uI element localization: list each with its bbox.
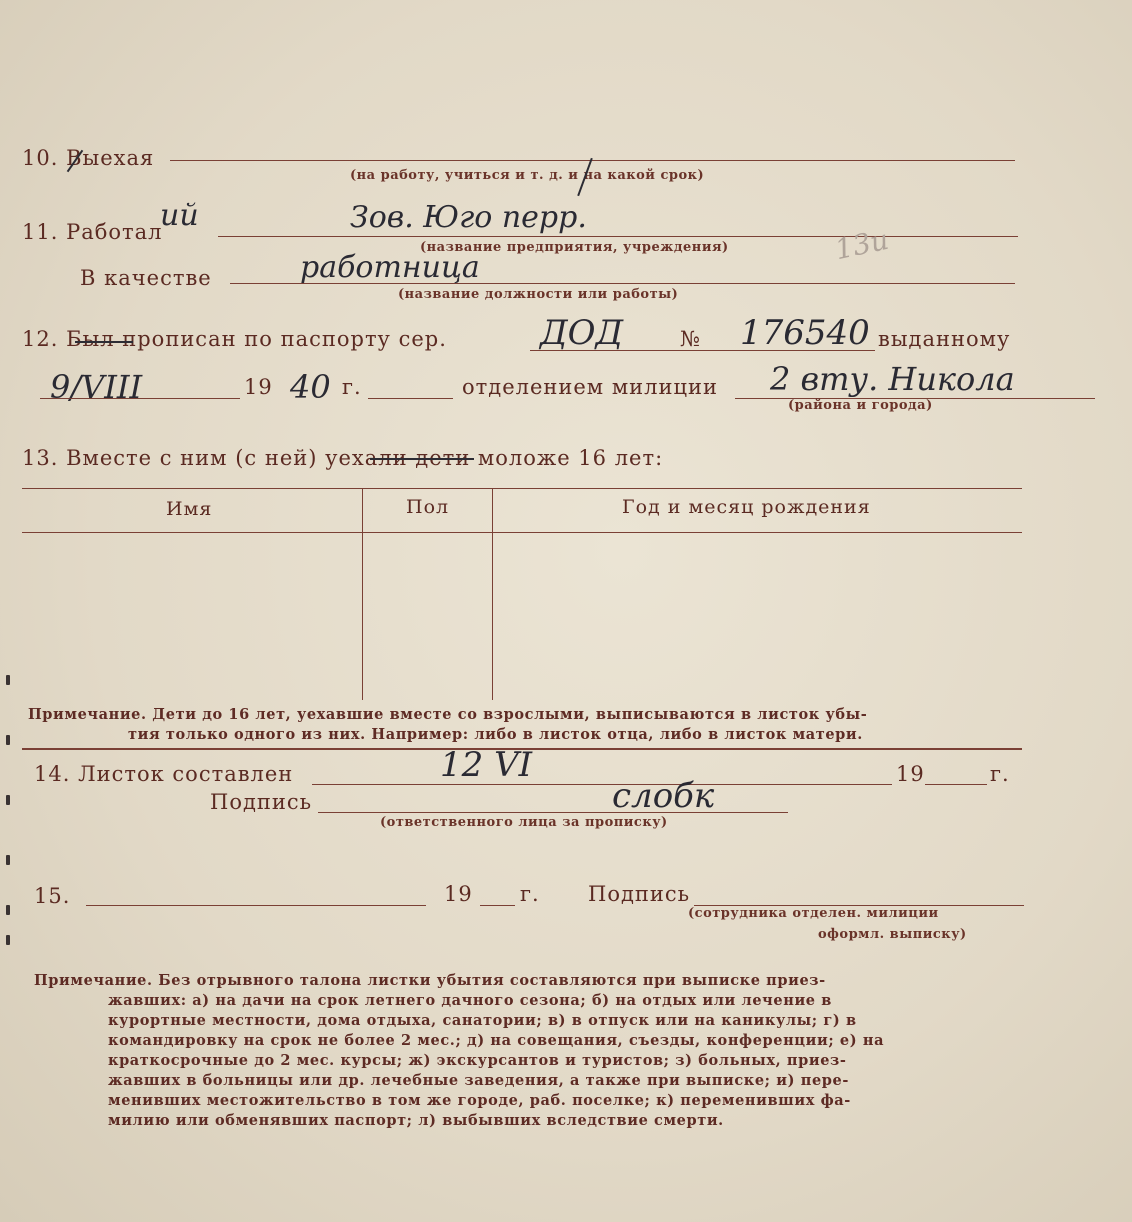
item14-sign-label: Подпись — [210, 790, 313, 814]
table-top-border — [22, 488, 1022, 489]
item14-year-suffix: г. — [990, 762, 1010, 786]
note1-line1: Примечание. Дети до 16 лет, уехавшие вместе со взрослыми, выписываются в листок убы- — [28, 706, 868, 723]
col-header-name: Имя — [166, 498, 213, 520]
hw-position: работница — [300, 250, 480, 285]
item14-label: 14. Листок составлен — [34, 762, 294, 786]
item14-sign-line — [318, 812, 788, 813]
perforation-mark — [6, 735, 10, 745]
col-header-birth: Год и месяц рождения — [622, 496, 871, 518]
item10-label: 10. Выехая — [22, 146, 155, 170]
hw-work-suffix: ий — [160, 198, 199, 233]
note1-line2: тия только одного из них. Например: либо в листок отца, либо в листок матери. — [128, 726, 863, 743]
item15-sign-label: Подпись — [588, 882, 691, 906]
perforation-mark — [6, 935, 10, 945]
faint-pencil-mark: 13и — [832, 222, 892, 267]
item15-year-prefix: 19 — [444, 882, 473, 906]
item15-caption-2: оформл. выписку) — [818, 927, 967, 942]
passport-number-label: № — [680, 327, 701, 351]
perforation-mark — [6, 855, 10, 865]
item15-year-line — [480, 905, 515, 906]
col-header-sex: Пол — [406, 496, 450, 518]
issued-label: выданному — [878, 327, 1011, 351]
item13-label: 13. Вместе с ним (с ней) уехали дети моложе 16 лет: — [22, 446, 664, 470]
hw-compiled-date: 12 VI — [440, 745, 533, 785]
note2-line: жавших в больницы или др. лечебные заведения, а также при выписке; и) пере- — [108, 1072, 849, 1089]
item14-caption: (ответственного лица за прописку) — [380, 815, 668, 830]
note2-line: менивших местожительство в том же городе, раб. поселке; к) переменивших фа- — [108, 1092, 851, 1109]
item12-label: 12. Был прописан по паспорту сер. — [22, 327, 447, 351]
position-fill-line — [230, 283, 1015, 284]
hw-militia-district: 2 вту. Никола — [770, 360, 1015, 398]
hw-issue-date: 9/VIII — [50, 368, 143, 406]
item10-fill-line — [170, 160, 1015, 161]
note2-line: жавших: а) на дачи на срок летнего дачного сезона; б) на отдых или лечение в — [108, 992, 832, 1009]
perforation-mark — [6, 795, 10, 805]
perforation-mark — [6, 675, 10, 685]
item11-caption: (название предприятия, учреждения) — [420, 240, 729, 255]
item14-fill-line — [312, 784, 892, 785]
date-fill-line — [40, 398, 240, 399]
militia-label: отделением милиции — [462, 375, 718, 399]
perforation-mark — [6, 905, 10, 915]
note2-line: курортные местности, дома отдыха, санатории; в) в отпуск или на каникулы; г) в — [108, 1012, 857, 1029]
item10-caption: (на работу, учиться и т. д. и на какой срок) — [350, 168, 705, 183]
hw-passport-series: ДОД — [540, 313, 624, 353]
note2-line: краткосрочные до 2 мес. курсы; ж) экскурсантов и туристов; з) больных, приез- — [108, 1052, 847, 1069]
table-divider — [492, 488, 493, 700]
strike-mark — [75, 341, 133, 343]
item15-year-suffix: г. — [520, 882, 540, 906]
item15-caption-1: (сотрудника отделен. милиции — [688, 906, 939, 921]
table-divider — [362, 488, 363, 700]
note2-line: Примечание. Без отрывного талона листки убытия составляются при выписке приез- — [34, 972, 826, 989]
item14-year-line — [925, 784, 987, 785]
item11-fill-line — [218, 236, 1018, 237]
year-suffix: г. — [342, 375, 362, 399]
item11-label: 11. Работал — [22, 220, 163, 244]
position-label: В качестве — [80, 266, 212, 290]
note2-line: командировку на срок не более 2 мес.; д) на совещания, съезды, конференции; е) на — [108, 1032, 885, 1049]
item14-year-prefix: 19 — [896, 762, 925, 786]
year-fill-line — [368, 398, 453, 399]
militia-caption: (района и города) — [788, 398, 933, 413]
note2-line: милию или обменявших паспорт; л) выбывших вследствие смерти. — [108, 1112, 724, 1129]
item15-label: 15. — [34, 884, 71, 908]
position-caption: (название должности или работы) — [398, 287, 679, 302]
hw-passport-number: 176540 — [740, 313, 870, 353]
hw-issue-year: 40 — [290, 368, 331, 406]
strike-mark — [370, 458, 474, 460]
hw-signature: слобк — [612, 776, 715, 816]
table-header-border — [22, 532, 1022, 533]
passport-fill-line — [530, 350, 875, 351]
item15-date-line — [86, 905, 426, 906]
hw-enterprise: Зов. Юго перр. — [350, 200, 587, 235]
year-prefix: 19 — [244, 375, 273, 399]
